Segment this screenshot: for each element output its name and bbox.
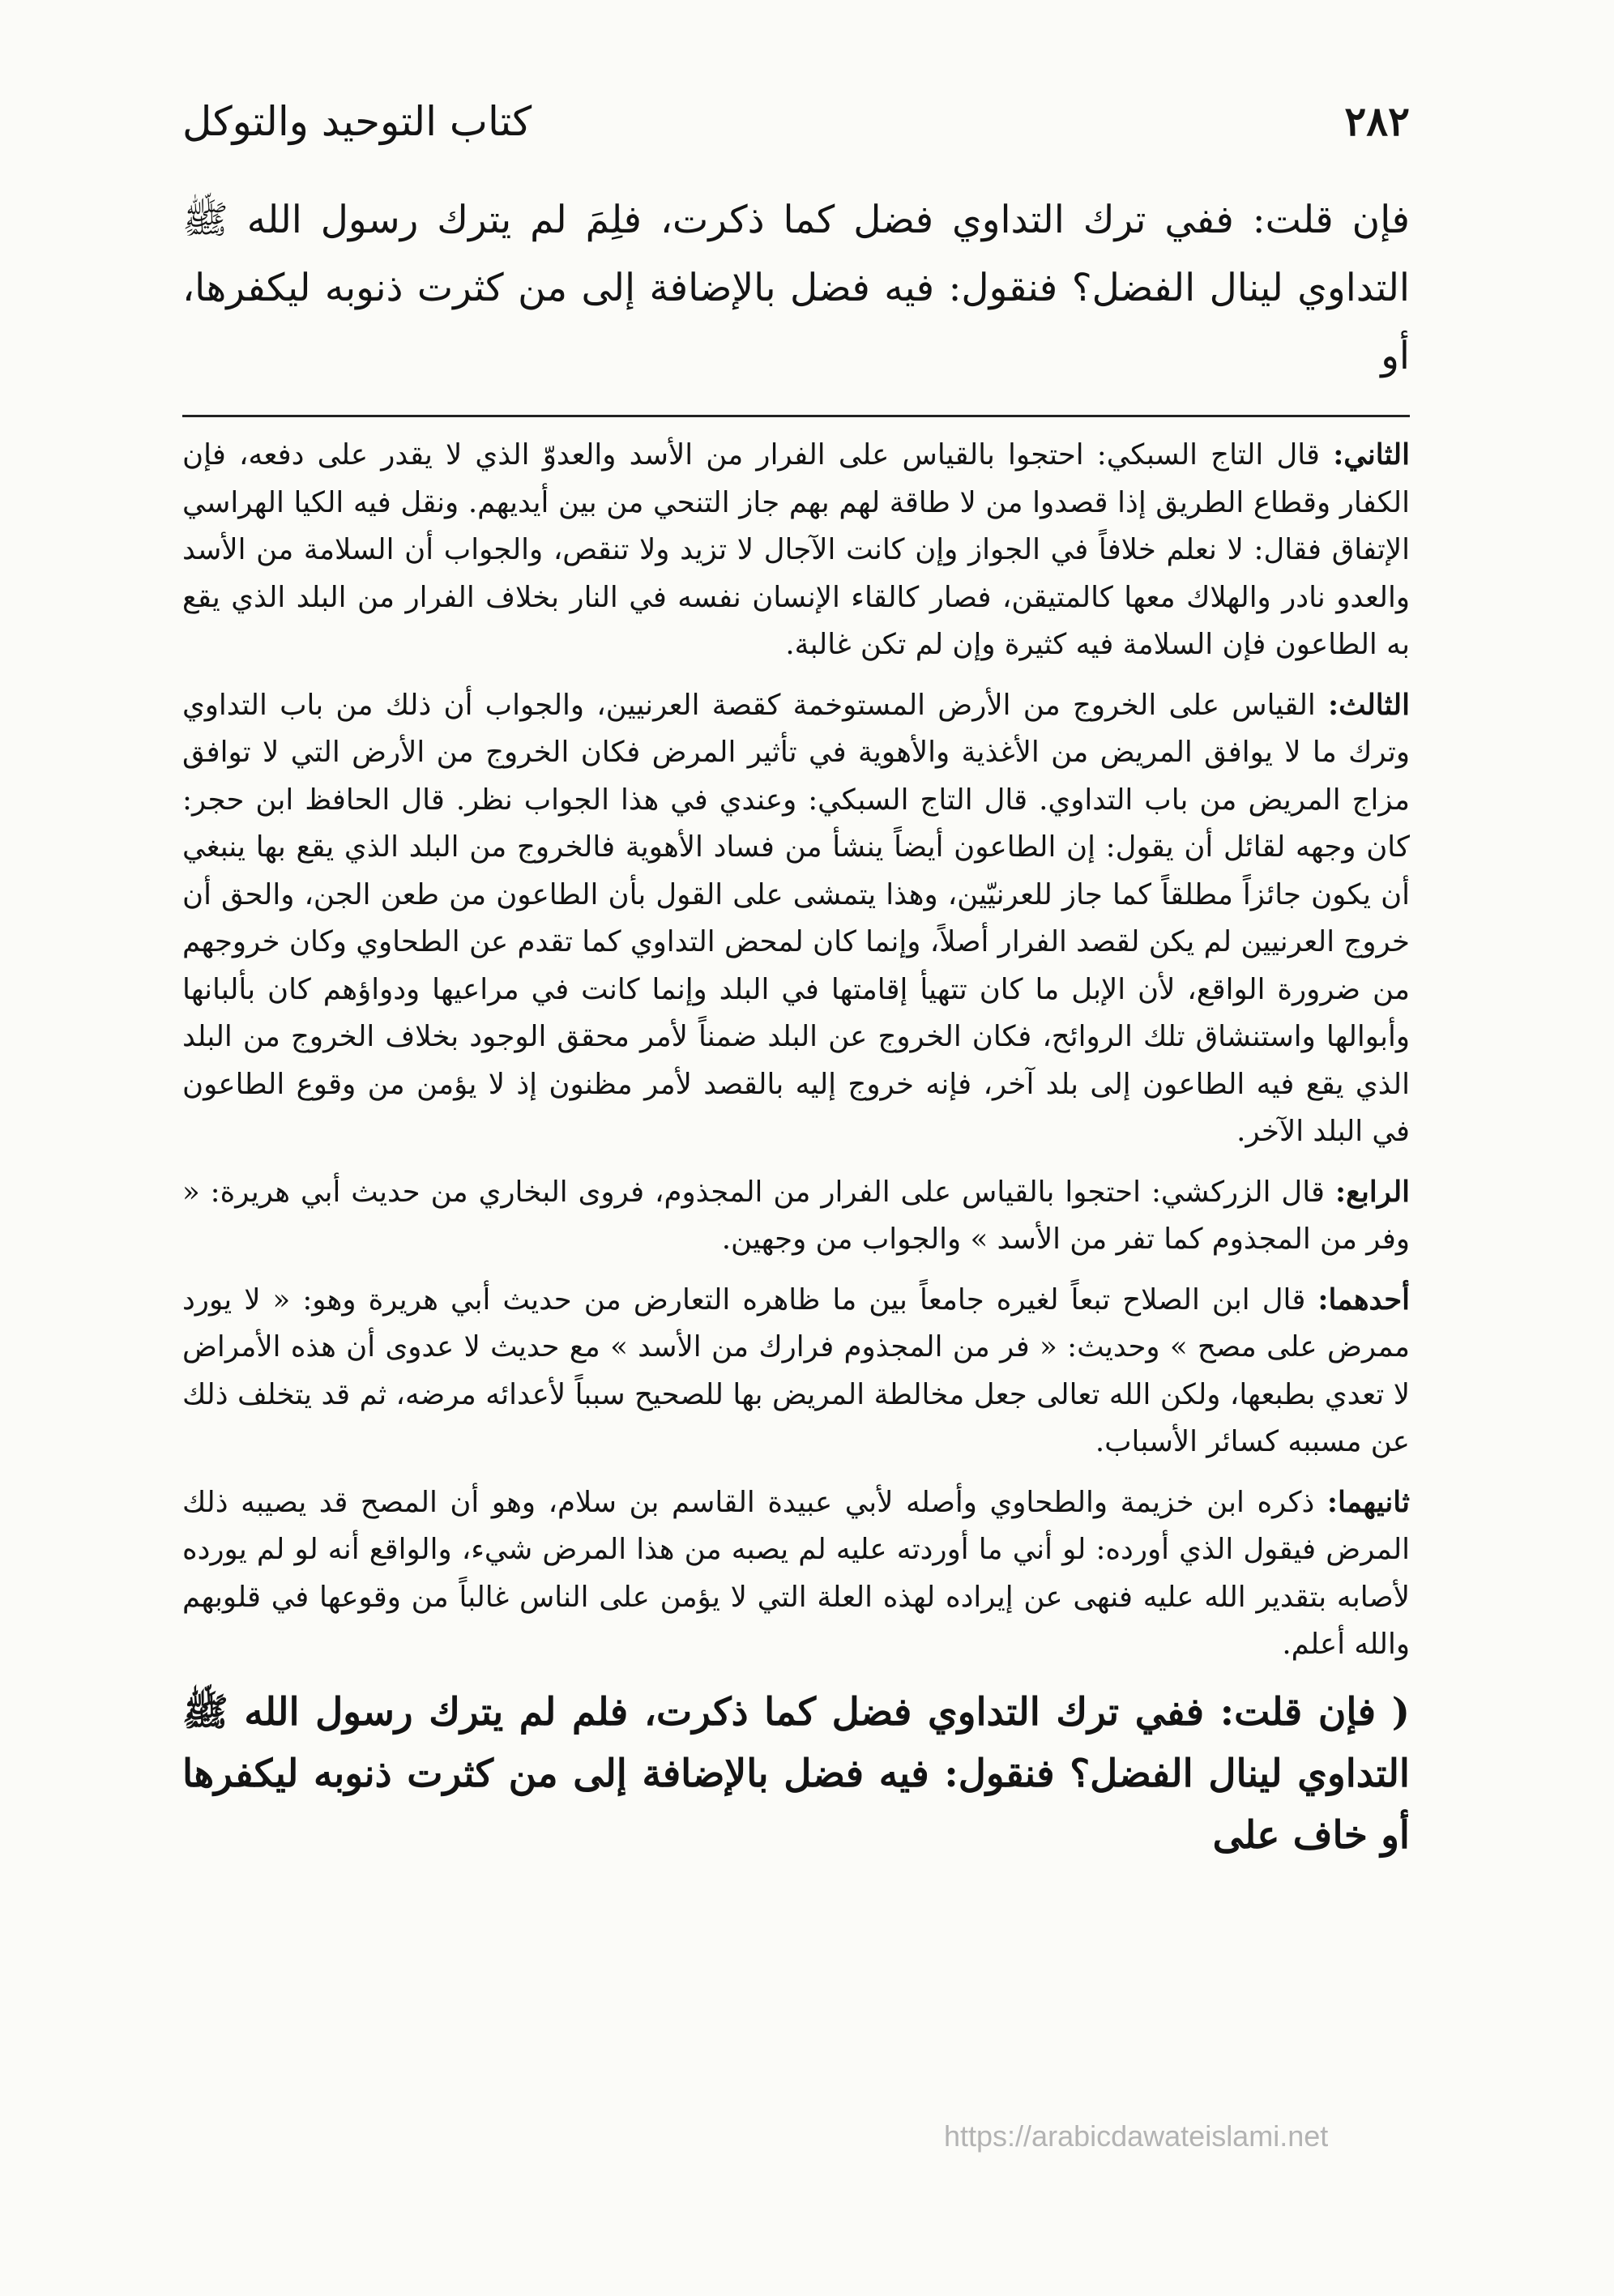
- footnote-lead: أحدهما:: [1317, 1282, 1410, 1317]
- footnote-divider: [182, 415, 1410, 417]
- footnote-text: ذكره ابن خزيمة والطحاوي وأصله لأبي عبيدة القاسم بن سلام، وهو أن المصح قد يصيبه ذلك المرض فيقول الذي أورده: لو أني ما أوردته عليه لم يصبه من هذا المرض شيء، والواقع أنه لو لم يورده لأصابه بتقدير الله عليه فنهى عن إيراده لهذه العلة التي لا يؤمن على الناس غالباً من وقوعها في قلوبهم والله أعلم.: [182, 1485, 1410, 1661]
- footnote-third: [182, 682, 1410, 1156]
- footnote-text: قال ابن الصلاح تبعاً لغيره جامعاً بين ما ظاهره التعارض من حديث أبي هريرة وهو: « لا يورد ممرض على مصح » وحديث: « فر من المجذوم فرارك من الأسد » مع حديث لا عدوى أن هذه الأمراض لا تعدي بطبعها، ولكن الله تعالى جعل مخالطة المريض بها للصحيح سبباً لأعدائه مرضه، ثم قد يتخلف ذلك عن مسببه كسائر الأسباب.: [182, 1282, 1410, 1458]
- page-header: [182, 97, 1410, 186]
- footnote-lead: الثالث:: [1328, 688, 1410, 722]
- footnote-second-answer: [182, 1479, 1410, 1669]
- footnote-second: [182, 432, 1410, 669]
- footnote-first-answer: [182, 1277, 1410, 1466]
- main-text: فإن قلت: ففي ترك التداوي فضل كما ذكرت، فلِمَ لم يترك رسول الله ﷺ التداوي لينال الفضل؟ فنقول: فيه فضل بالإضافة إلى من كثرت ذنوبه ليكفرها، أو: [182, 198, 1410, 378]
- book-title: كتاب التوحيد والتوكل: [182, 98, 532, 145]
- page-number: ٢٨٢: [1344, 97, 1410, 145]
- footnote-text: قال التاج السبكي: احتجوا بالقياس على الفرار من الأسد والعدوّ الذي لا يقدر على دفعه، فإن الكفار وقطاع الطريق إذا قصدوا من لا طاقة لهم بهم جاز التنحي من بين أيديهم. ونقل فيه الكيا الهراسي الإتفاق فقال: لا نعلم خلافاً في الجواز وإن كانت الآجال لا تزيد ولا تنقص، والجواب أن السلامة من الأسد والعدو نادر والهلاك معها كالمتيقن، فصار كالقاء الإنسان نفسه في النار بخلاف الفرار من البلد الذي يقع به الطاعون فإن السلامة فيه كثيرة وإن لم تكن غالبة.: [182, 438, 1410, 661]
- footnote-lead: الرابع:: [1334, 1175, 1410, 1209]
- footnote-fourth: [182, 1169, 1410, 1264]
- footnote-lead: الثاني:: [1333, 438, 1410, 472]
- footnote-text: القياس على الخروج من الأرض المستوخمة كقصة العرنيين، والجواب أن ذلك من باب التداوي وترك ما لا يوافق المريض من الأغذية والأهوية في تأثير المرض فكان الخروج من الأرض التي لا توافق مزاج المريض من باب التداوي. قال التاج السبكي: وعندي في هذا الجواب نظر. قال الحافظ ابن حجر: كان وجهه لقائل أن يقول: إن الطاعون أيضاً ينشأ من فساد الأهوية فالخروج من البلد الذي يقع بها ينبغي أن يكون جائزاً مطلقاً كما جاز للعرنيّين، وهذا يتمشى على القول بأن الطاعون من طعن الجن، والحق أن خروج العرنيين لم يكن لقصد الفرار أصلاً، وإنما كان لمحض التداوي كما تقدم عن الطحاوي وكان خروجهم من ضرورة الواقع، لأن الإبل ما كان تتهيأ إقامتها في البلد وإنما كانت في مراعيها ودواؤهم كان بألبانها وأبوالها واستنشاق تلك الروائح، فكان الخروج عن البلد ضمناً لأمر محقق الوجود بخلاف الخروج من البلد الذي يقع فيه الطاعون إلى بلد آخر، فإنه خروج إليه بالقصد لأمر مظنون إذ لا يؤمن من وقوع الطاعون في البلد الآخر.: [182, 688, 1410, 1148]
- watermark-url: https://arabicdawateislami.net: [944, 2119, 1329, 2153]
- footnote-text: قال الزركشي: احتجوا بالقياس على الفرار من المجذوم، فروى البخاري من حديث أبي هريرة: « وفر من المجذوم كما تفر من الأسد » والجواب من وجهين.: [182, 1175, 1410, 1256]
- book-page: [182, 97, 1410, 2236]
- footnotes: [182, 432, 1410, 1669]
- commentary-quote: ( فإن قلت: ففي ترك التداوي فضل كما ذكرت، فلم لم يترك رسول الله ﷺ التداوي لينال الفضل؟ فنقول: فيه فضل بالإضافة إلى من كثرت ذنوبه ليكفرها أو خاف على: [182, 1689, 1410, 1858]
- footnote-lead: ثانيهما:: [1326, 1485, 1410, 1519]
